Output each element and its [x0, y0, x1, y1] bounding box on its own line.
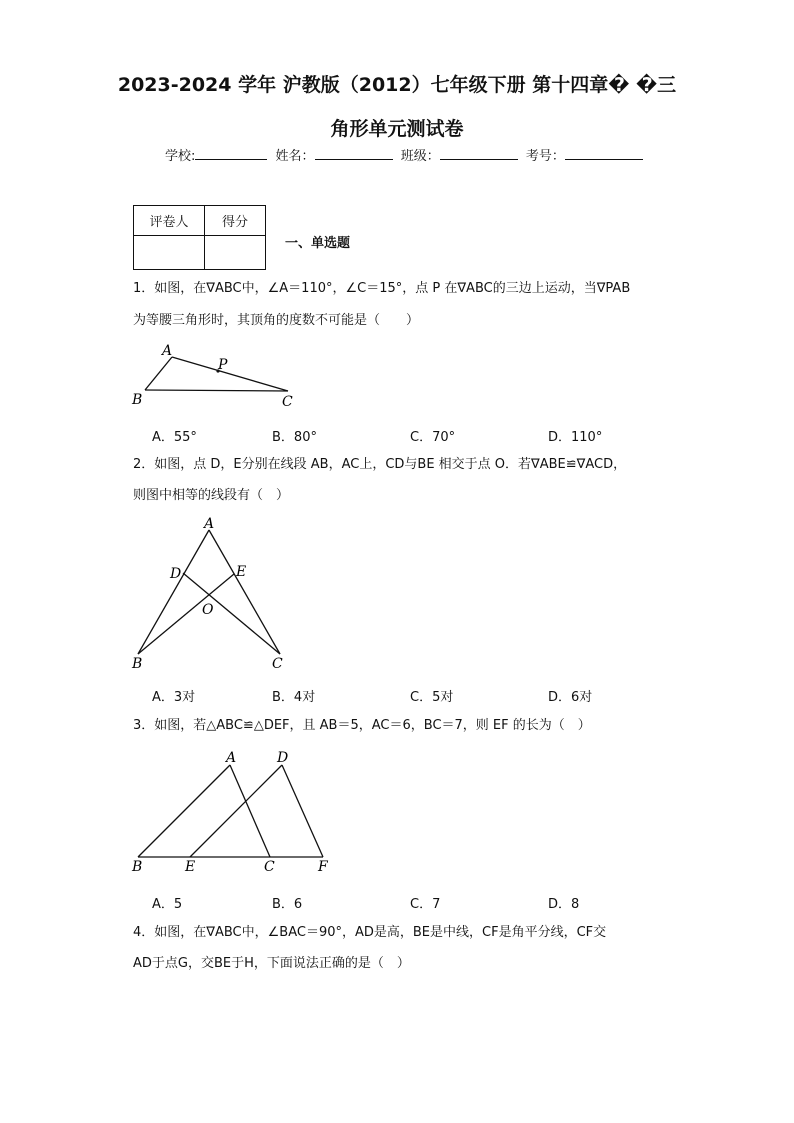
segment-df: [282, 765, 323, 857]
school-label: 学校:: [165, 149, 196, 164]
label-d: D: [277, 750, 289, 766]
q2-option-b[interactable]: B．4对: [272, 690, 316, 705]
segment-cd: [183, 573, 280, 654]
question-3-line1: 3．如图，若△ABC≌△DEF，且 AB＝5，AC＝6，BC＝7，则 EF 的长为（ ）: [133, 718, 591, 733]
score-header: 得分: [205, 206, 266, 236]
segment-ba: [145, 357, 172, 390]
label-c: C: [272, 656, 283, 672]
name-blank[interactable]: [315, 147, 393, 160]
segment-ac: [209, 530, 280, 654]
segment-bc: [145, 390, 288, 391]
label-f: F: [318, 859, 328, 875]
label-a: A: [204, 516, 215, 532]
label-e: E: [185, 859, 196, 875]
question-1-line2: 为等腰三角形时，其顶角的度数不可能是（ ）: [133, 313, 420, 328]
segment-ba: [138, 765, 230, 857]
exam-no-label: 考号：: [525, 149, 565, 164]
label-b: B: [132, 656, 143, 672]
question-1-line1: 1．如图，在∇ABC中，∠A＝110°，∠C＝15°，点 P 在∇ABC的三边上运动，当∇PAB: [133, 281, 631, 296]
question-1-figure: [128, 340, 308, 412]
label-b: B: [132, 392, 143, 408]
q2-option-c[interactable]: C．5对: [410, 690, 454, 705]
grader-header: 评卷人: [134, 206, 205, 236]
question-3-figure: [128, 745, 338, 877]
q1-option-c[interactable]: C．70°: [410, 430, 456, 445]
student-info-line: [165, 145, 647, 164]
class-label: 班级：: [400, 149, 440, 164]
label-o: O: [202, 602, 214, 618]
segment-ab: [138, 530, 209, 654]
label-c: C: [282, 394, 293, 410]
segment-be: [138, 574, 234, 654]
segment-ac: [172, 357, 288, 391]
label-d: D: [170, 566, 182, 582]
q3-option-b[interactable]: B．6: [272, 897, 303, 912]
q1-option-a[interactable]: A．55°: [152, 430, 197, 445]
q3-option-a[interactable]: A．5: [152, 897, 183, 912]
score-cell[interactable]: [205, 236, 266, 270]
exam-no-blank[interactable]: [565, 147, 643, 160]
label-a: A: [226, 750, 237, 766]
exam-title-line2: 角形单元测试卷: [330, 118, 464, 140]
q2-option-d[interactable]: D．6对: [548, 690, 593, 705]
q3-option-c[interactable]: C．7: [410, 897, 441, 912]
exam-title-line1: 2023-2024 学年 沪教版（2012）七年级下册 第十四章� �三: [117, 74, 677, 96]
score-table: [133, 205, 266, 270]
question-4-line2: AD于点G，交BE于H，下面说法正确的是（ ）: [133, 956, 410, 971]
name-label: 姓名：: [275, 149, 315, 164]
label-a: A: [162, 343, 173, 359]
label-p: P: [218, 357, 228, 373]
label-e: E: [236, 564, 247, 580]
q3-option-d[interactable]: D．8: [548, 897, 580, 912]
q1-option-b[interactable]: B．80°: [272, 430, 317, 445]
q2-option-a[interactable]: A．3对: [152, 690, 196, 705]
question-4-line1: 4．如图，在∇ABC中，∠BAC＝90°，AD是高，BE是中线，CF是角平分线，CF交: [133, 925, 607, 940]
class-blank[interactable]: [440, 147, 518, 160]
question-2-line1: 2．如图，点 D，E分别在线段 AB，AC上，CD与BE 相交于点 O．若∇ABE≌∇ACD，: [133, 457, 627, 472]
q1-option-d[interactable]: D．110°: [548, 430, 603, 445]
grader-cell[interactable]: [134, 236, 205, 270]
label-b: B: [132, 859, 143, 875]
school-blank[interactable]: [195, 147, 267, 160]
label-c: C: [264, 859, 275, 875]
question-2-figure: [128, 512, 298, 677]
question-2-line2: 则图中相等的线段有（ ）: [133, 488, 290, 503]
section-heading: 一、单选题: [285, 236, 351, 251]
